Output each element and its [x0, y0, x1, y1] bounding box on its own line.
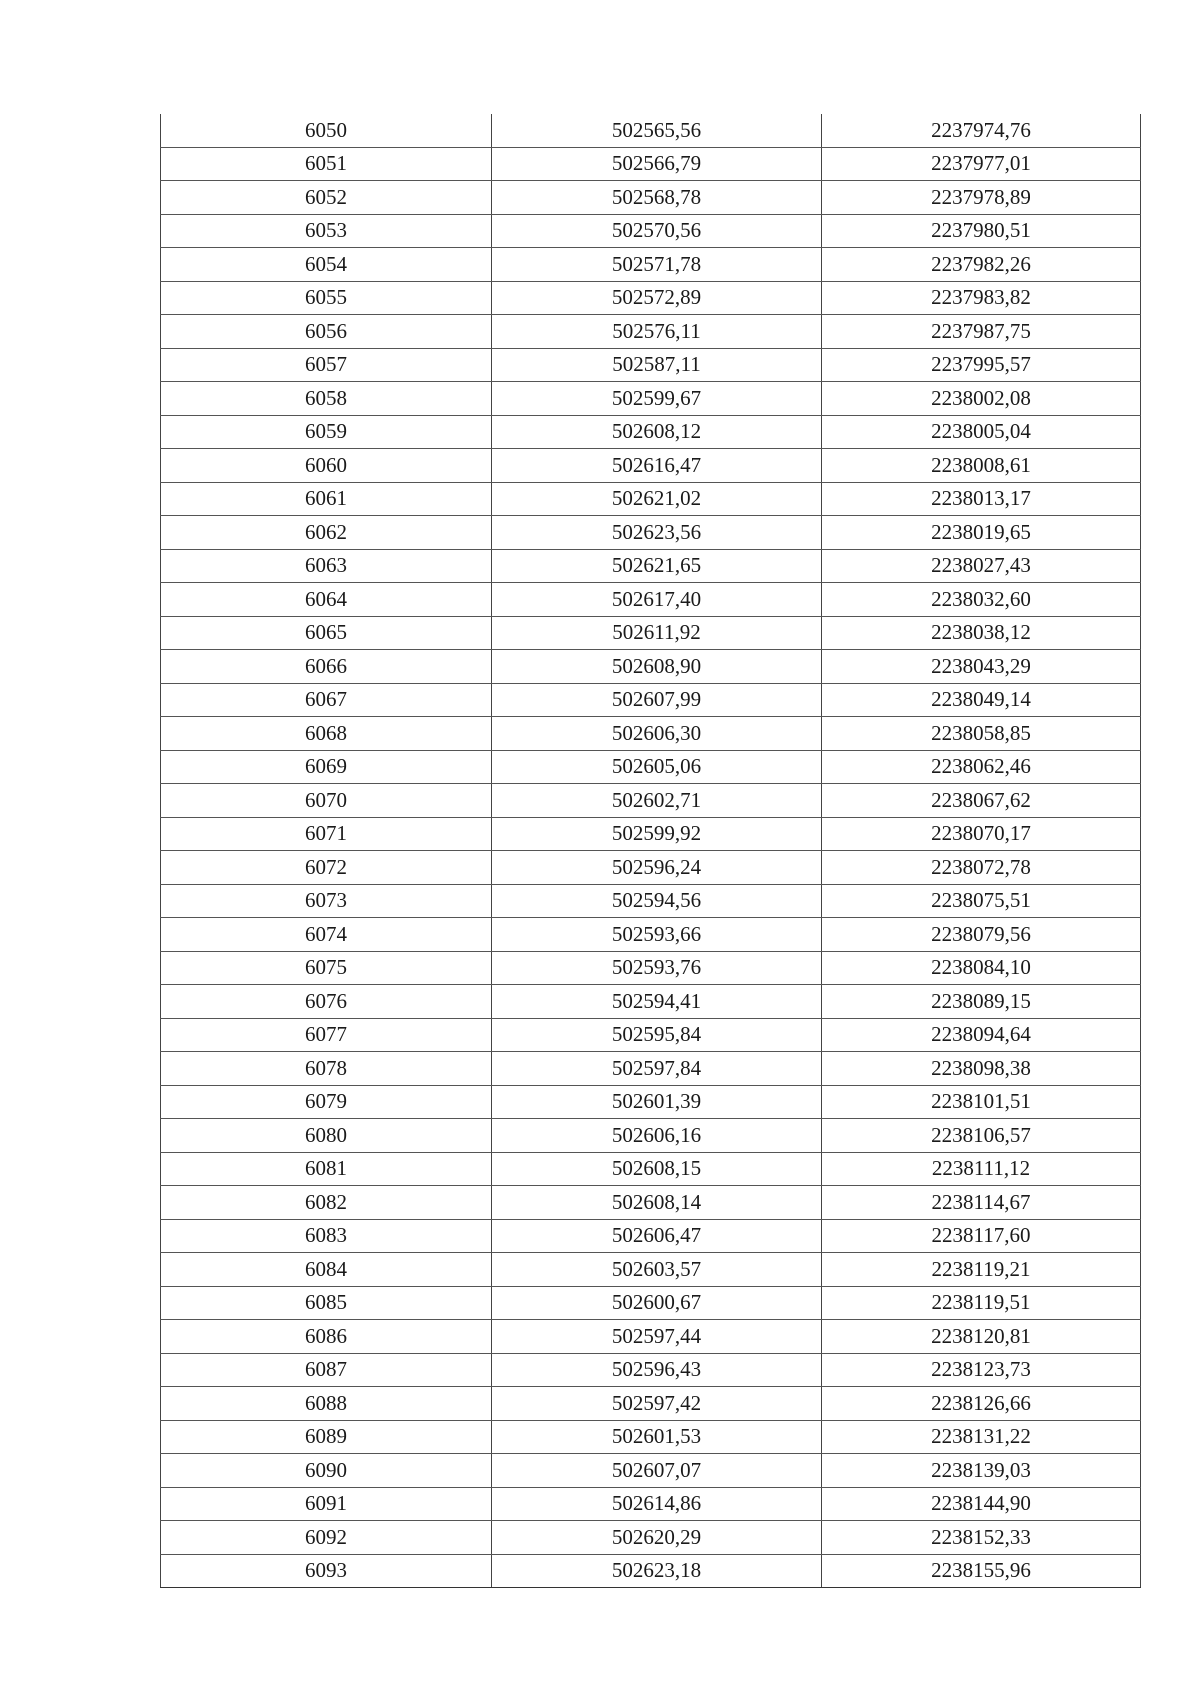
x-coordinate-cell: 502606,16: [492, 1119, 822, 1153]
table-row: [161, 281, 1141, 315]
point-number-cell: 6062: [161, 516, 492, 550]
x-coordinate-cell: 502571,78: [492, 248, 822, 282]
y-coordinate-cell: 2238008,61: [822, 449, 1141, 483]
y-coordinate-cell: 2237980,51: [822, 214, 1141, 248]
point-number-cell: 6079: [161, 1085, 492, 1119]
x-coordinate-cell: 502617,40: [492, 583, 822, 617]
x-coordinate-cell: 502596,43: [492, 1353, 822, 1387]
table-row: [161, 583, 1141, 617]
x-coordinate-cell: 502600,67: [492, 1286, 822, 1320]
point-number-cell: 6053: [161, 214, 492, 248]
y-coordinate-cell: 2237995,57: [822, 348, 1141, 382]
table-row: [161, 1119, 1141, 1153]
y-coordinate-cell: 2237987,75: [822, 315, 1141, 349]
point-number-cell: 6068: [161, 717, 492, 751]
y-coordinate-cell: 2238019,65: [822, 516, 1141, 550]
coordinates-table-body: [161, 114, 1141, 1588]
y-coordinate-cell: 2238126,66: [822, 1387, 1141, 1421]
table-row: [161, 1554, 1141, 1588]
y-coordinate-cell: 2238089,15: [822, 985, 1141, 1019]
point-number-cell: 6073: [161, 884, 492, 918]
y-coordinate-cell: 2238117,60: [822, 1219, 1141, 1253]
table-row: [161, 1454, 1141, 1488]
x-coordinate-cell: 502570,56: [492, 214, 822, 248]
table-row: [161, 1420, 1141, 1454]
point-number-cell: 6055: [161, 281, 492, 315]
x-coordinate-cell: 502607,07: [492, 1454, 822, 1488]
table-row: [161, 516, 1141, 550]
y-coordinate-cell: 2238070,17: [822, 817, 1141, 851]
point-number-cell: 6091: [161, 1487, 492, 1521]
point-number-cell: 6064: [161, 583, 492, 617]
point-number-cell: 6092: [161, 1521, 492, 1555]
x-coordinate-cell: 502599,92: [492, 817, 822, 851]
y-coordinate-cell: 2238002,08: [822, 382, 1141, 416]
x-coordinate-cell: 502572,89: [492, 281, 822, 315]
point-number-cell: 6069: [161, 750, 492, 784]
point-number-cell: 6078: [161, 1052, 492, 1086]
table-row: [161, 1387, 1141, 1421]
point-number-cell: 6058: [161, 382, 492, 416]
table-row: [161, 784, 1141, 818]
y-coordinate-cell: 2237977,01: [822, 147, 1141, 181]
table-row: [161, 114, 1141, 147]
point-number-cell: 6084: [161, 1253, 492, 1287]
x-coordinate-cell: 502623,18: [492, 1554, 822, 1588]
y-coordinate-cell: 2238027,43: [822, 549, 1141, 583]
y-coordinate-cell: 2238075,51: [822, 884, 1141, 918]
table-row: [161, 315, 1141, 349]
y-coordinate-cell: 2238005,04: [822, 415, 1141, 449]
table-row: [161, 482, 1141, 516]
table-row: [161, 1186, 1141, 1220]
table-row: [161, 214, 1141, 248]
table-row: [161, 1487, 1141, 1521]
y-coordinate-cell: 2238049,14: [822, 683, 1141, 717]
table-row: [161, 851, 1141, 885]
x-coordinate-cell: 502611,92: [492, 616, 822, 650]
x-coordinate-cell: 502608,12: [492, 415, 822, 449]
table-row: [161, 918, 1141, 952]
x-coordinate-cell: 502597,42: [492, 1387, 822, 1421]
x-coordinate-cell: 502614,86: [492, 1487, 822, 1521]
point-number-cell: 6086: [161, 1320, 492, 1354]
y-coordinate-cell: 2238155,96: [822, 1554, 1141, 1588]
point-number-cell: 6066: [161, 650, 492, 684]
y-coordinate-cell: 2238106,57: [822, 1119, 1141, 1153]
point-number-cell: 6054: [161, 248, 492, 282]
x-coordinate-cell: 502606,30: [492, 717, 822, 751]
point-number-cell: 6076: [161, 985, 492, 1019]
y-coordinate-cell: 2238123,73: [822, 1353, 1141, 1387]
table-row: [161, 1286, 1141, 1320]
x-coordinate-cell: 502601,39: [492, 1085, 822, 1119]
coordinates-table: [160, 114, 1141, 1588]
point-number-cell: 6093: [161, 1554, 492, 1588]
x-coordinate-cell: 502608,90: [492, 650, 822, 684]
y-coordinate-cell: 2238094,64: [822, 1018, 1141, 1052]
table-row: [161, 683, 1141, 717]
table-row: [161, 1152, 1141, 1186]
x-coordinate-cell: 502587,11: [492, 348, 822, 382]
point-number-cell: 6075: [161, 951, 492, 985]
table-row: [161, 1052, 1141, 1086]
table-row: [161, 181, 1141, 215]
table-row: [161, 750, 1141, 784]
point-number-cell: 6063: [161, 549, 492, 583]
x-coordinate-cell: 502623,56: [492, 516, 822, 550]
point-number-cell: 6051: [161, 147, 492, 181]
point-number-cell: 6082: [161, 1186, 492, 1220]
y-coordinate-cell: 2238084,10: [822, 951, 1141, 985]
point-number-cell: 6060: [161, 449, 492, 483]
point-number-cell: 6088: [161, 1387, 492, 1421]
y-coordinate-cell: 2238079,56: [822, 918, 1141, 952]
point-number-cell: 6087: [161, 1353, 492, 1387]
x-coordinate-cell: 502565,56: [492, 114, 822, 147]
y-coordinate-cell: 2237974,76: [822, 114, 1141, 147]
table-row: [161, 616, 1141, 650]
x-coordinate-cell: 502576,11: [492, 315, 822, 349]
table-row: [161, 1353, 1141, 1387]
point-number-cell: 6057: [161, 348, 492, 382]
x-coordinate-cell: 502594,56: [492, 884, 822, 918]
x-coordinate-cell: 502607,99: [492, 683, 822, 717]
y-coordinate-cell: 2237983,82: [822, 281, 1141, 315]
x-coordinate-cell: 502616,47: [492, 449, 822, 483]
x-coordinate-cell: 502621,02: [492, 482, 822, 516]
table-row: [161, 817, 1141, 851]
point-number-cell: 6059: [161, 415, 492, 449]
point-number-cell: 6089: [161, 1420, 492, 1454]
point-number-cell: 6080: [161, 1119, 492, 1153]
x-coordinate-cell: 502602,71: [492, 784, 822, 818]
point-number-cell: 6071: [161, 817, 492, 851]
table-row: [161, 449, 1141, 483]
x-coordinate-cell: 502595,84: [492, 1018, 822, 1052]
x-coordinate-cell: 502608,15: [492, 1152, 822, 1186]
table-row: [161, 549, 1141, 583]
x-coordinate-cell: 502593,76: [492, 951, 822, 985]
table-row: [161, 884, 1141, 918]
y-coordinate-cell: 2238013,17: [822, 482, 1141, 516]
point-number-cell: 6052: [161, 181, 492, 215]
table-row: [161, 415, 1141, 449]
table-row: [161, 248, 1141, 282]
y-coordinate-cell: 2238120,81: [822, 1320, 1141, 1354]
x-coordinate-cell: 502621,65: [492, 549, 822, 583]
y-coordinate-cell: 2237978,89: [822, 181, 1141, 215]
x-coordinate-cell: 502566,79: [492, 147, 822, 181]
point-number-cell: 6072: [161, 851, 492, 885]
point-number-cell: 6081: [161, 1152, 492, 1186]
y-coordinate-cell: 2238043,29: [822, 650, 1141, 684]
y-coordinate-cell: 2238098,38: [822, 1052, 1141, 1086]
table-row: [161, 1253, 1141, 1287]
table-row: [161, 1085, 1141, 1119]
y-coordinate-cell: 2238067,62: [822, 784, 1141, 818]
table-row: [161, 1521, 1141, 1555]
x-coordinate-cell: 502603,57: [492, 1253, 822, 1287]
y-coordinate-cell: 2238119,21: [822, 1253, 1141, 1287]
point-number-cell: 6070: [161, 784, 492, 818]
x-coordinate-cell: 502620,29: [492, 1521, 822, 1555]
table-row: [161, 147, 1141, 181]
table-row: [161, 951, 1141, 985]
table-row: [161, 1018, 1141, 1052]
x-coordinate-cell: 502599,67: [492, 382, 822, 416]
table-row: [161, 382, 1141, 416]
x-coordinate-cell: 502593,66: [492, 918, 822, 952]
y-coordinate-cell: 2238101,51: [822, 1085, 1141, 1119]
table-row: [161, 1320, 1141, 1354]
x-coordinate-cell: 502597,84: [492, 1052, 822, 1086]
y-coordinate-cell: 2238038,12: [822, 616, 1141, 650]
point-number-cell: 6067: [161, 683, 492, 717]
point-number-cell: 6061: [161, 482, 492, 516]
point-number-cell: 6050: [161, 114, 492, 147]
y-coordinate-cell: 2238139,03: [822, 1454, 1141, 1488]
point-number-cell: 6085: [161, 1286, 492, 1320]
x-coordinate-cell: 502606,47: [492, 1219, 822, 1253]
y-coordinate-cell: 2238032,60: [822, 583, 1141, 617]
y-coordinate-cell: 2238119,51: [822, 1286, 1141, 1320]
table-row: [161, 650, 1141, 684]
point-number-cell: 6056: [161, 315, 492, 349]
table-row: [161, 1219, 1141, 1253]
y-coordinate-cell: 2238111,12: [822, 1152, 1141, 1186]
y-coordinate-cell: 2237982,26: [822, 248, 1141, 282]
point-number-cell: 6077: [161, 1018, 492, 1052]
y-coordinate-cell: 2238058,85: [822, 717, 1141, 751]
x-coordinate-cell: 502601,53: [492, 1420, 822, 1454]
table-row: [161, 985, 1141, 1019]
y-coordinate-cell: 2238114,67: [822, 1186, 1141, 1220]
y-coordinate-cell: 2238131,22: [822, 1420, 1141, 1454]
x-coordinate-cell: 502605,06: [492, 750, 822, 784]
y-coordinate-cell: 2238144,90: [822, 1487, 1141, 1521]
table-row: [161, 717, 1141, 751]
x-coordinate-cell: 502568,78: [492, 181, 822, 215]
x-coordinate-cell: 502596,24: [492, 851, 822, 885]
x-coordinate-cell: 502608,14: [492, 1186, 822, 1220]
y-coordinate-cell: 2238062,46: [822, 750, 1141, 784]
point-number-cell: 6074: [161, 918, 492, 952]
y-coordinate-cell: 2238152,33: [822, 1521, 1141, 1555]
point-number-cell: 6090: [161, 1454, 492, 1488]
table-row: [161, 348, 1141, 382]
y-coordinate-cell: 2238072,78: [822, 851, 1141, 885]
x-coordinate-cell: 502594,41: [492, 985, 822, 1019]
point-number-cell: 6083: [161, 1219, 492, 1253]
point-number-cell: 6065: [161, 616, 492, 650]
x-coordinate-cell: 502597,44: [492, 1320, 822, 1354]
